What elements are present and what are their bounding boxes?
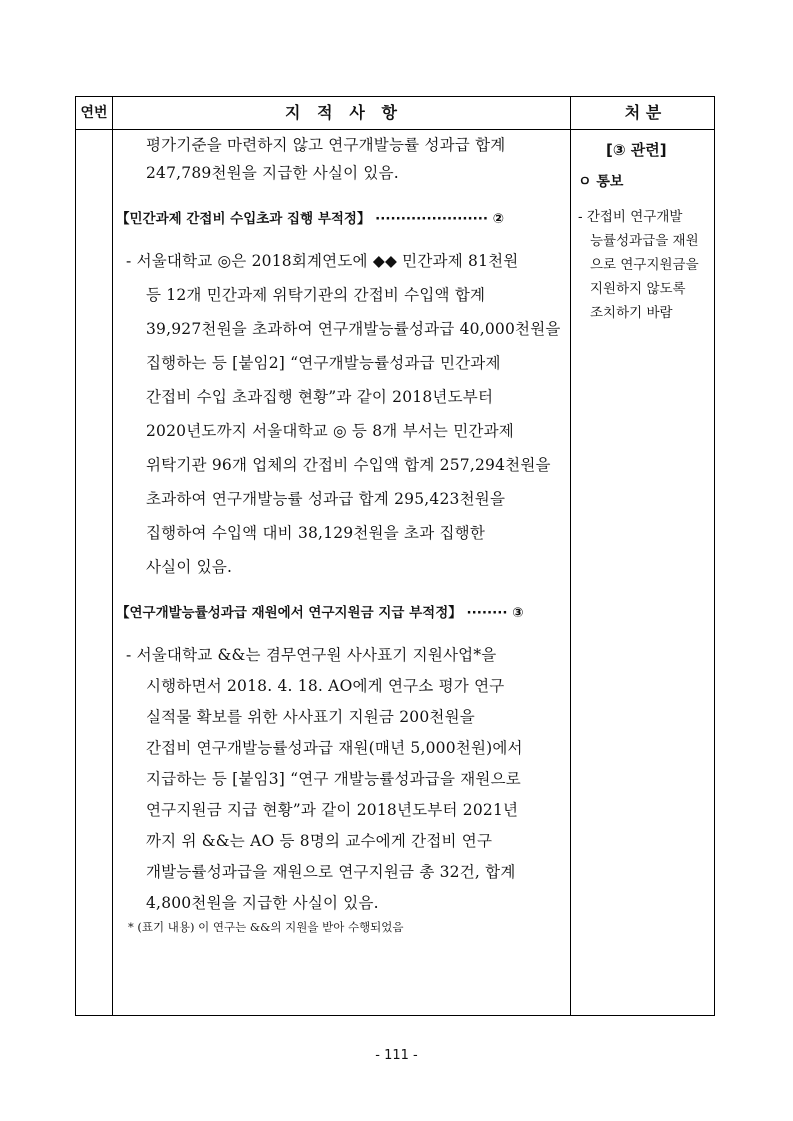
text-line: 간접비 연구개발능률성과급 재원(매년 5,000천원)에서 <box>146 739 523 757</box>
disposition-title: [③ 관련] <box>606 141 667 159</box>
disposition-line: 능률성과급을 재원 <box>590 233 699 249</box>
text-line: 집행하여 수입액 대비 38,129천원을 초과 집행한 <box>146 524 486 542</box>
disposition-line: 조치하기 바람 <box>590 305 673 321</box>
header-divider <box>76 129 714 130</box>
text-line: 초과하여 연구개발능률 성과급 합계 295,423천원을 <box>146 490 506 508</box>
page-number: - 111 - <box>375 1048 418 1063</box>
audit-table <box>75 96 715 1016</box>
text-line: 지급하는 등 [붙임3] “연구 개발능률성과급을 재원으로 <box>146 770 521 788</box>
text-line: 2020년도까지 서울대학교 ◎ 등 8개 부서는 민간과제 <box>146 422 514 440</box>
disposition-line: 으로 연구지원금을 <box>590 257 699 273</box>
text-line: 까지 위 &&는 AO 등 8명의 교수에게 간접비 연구 <box>146 832 493 850</box>
text-line: 연구지원금 지급 현황”과 같이 2018년도부터 2021년 <box>146 801 519 819</box>
disposition-type: ㅇ 통보 <box>578 174 624 190</box>
text-line: - 서울대학교 ◎은 2018회계연도에 ◆◆ 민간과제 81천원 <box>126 252 519 270</box>
text-line: 247,789천원을 지급한 사실이 있음. <box>146 164 399 182</box>
text-line: 4,800천원을 지급한 사실이 있음. <box>146 894 379 912</box>
text-line: 평가기준을 마련하지 않고 연구개발능률 성과급 합계 <box>146 136 506 154</box>
header-findings: 지 적 사 항 <box>285 103 397 122</box>
disposition-line: 지원하지 않도록 <box>590 281 686 297</box>
text-line: 39,927천원을 초과하여 연구개발능률성과급 40,000천원을 <box>146 320 561 338</box>
section-title-overhead-excess: 【민간과제 간접비 수입초과 집행 부적정】 ······················ ② <box>116 211 505 227</box>
text-line: - 서울대학교 &&는 겸무연구원 사사표기 지원사업*을 <box>126 646 497 664</box>
text-line: 간접비 수입 초과집행 현황”과 같이 2018년도부터 <box>146 388 494 406</box>
text-line: 개발능률성과급을 재원으로 연구지원금 총 32건, 합계 <box>146 863 516 881</box>
text-line: 집행하는 등 [붙임2] “연구개발능률성과급 민간과제 <box>146 354 501 372</box>
footnote: * (표기 내용) 이 연구는 &&의 지원을 받아 수행되었음 <box>128 920 404 934</box>
text-line: 사실이 있음. <box>146 558 233 576</box>
disposition-line: - 간접비 연구개발 <box>578 209 683 225</box>
column-divider <box>570 97 571 1015</box>
section-title-research-support: 【연구개발능률성과급 재원에서 연구지원금 지급 부적정】 ········ ③ <box>116 605 524 621</box>
column-divider <box>112 97 113 1015</box>
text-line: 등 12개 민간과제 위탁기관의 간접비 수입액 합계 <box>146 286 486 304</box>
header-disposition: 처 분 <box>624 103 662 122</box>
text-line: 위탁기관 96개 업체의 간접비 수입액 합계 257,294천원을 <box>146 456 551 474</box>
header-serial-number: 연번 <box>80 105 108 121</box>
text-line: 실적물 확보를 위한 사사표기 지원금 200천원을 <box>146 708 475 726</box>
text-line: 시행하면서 2018. 4. 18. AO에게 연구소 평가 연구 <box>146 677 505 695</box>
